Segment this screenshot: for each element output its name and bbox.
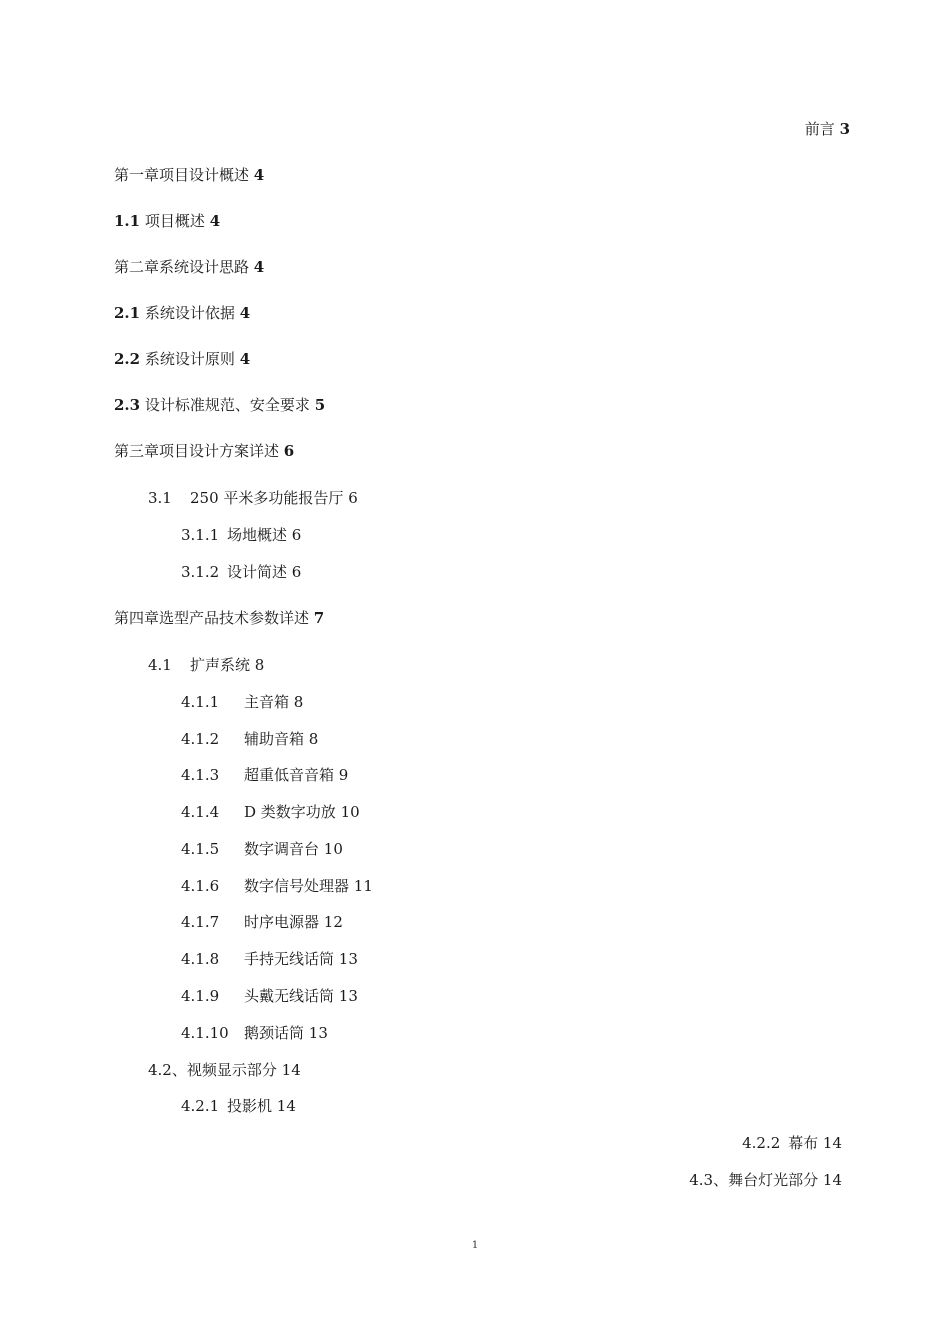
toc-section-number: 4.1.7 [181,913,220,931]
toc-page-number: 6 [291,526,302,544]
toc-entry-3-1-1[interactable] [181,525,301,545]
toc-entry-4-1-9[interactable] [181,986,358,1006]
toc-section-number: 4.1.5 [181,840,220,858]
toc-label: 系统设计原则 [144,350,235,368]
toc-entry-4-1-4[interactable] [181,802,360,822]
toc-label: 舞台灯光部分 [728,1171,819,1189]
toc-label: 项目概述 [144,212,205,230]
toc-page-number: 6 [283,442,295,460]
toc-label: 幕布 [788,1134,819,1152]
toc-page-number: 7 [313,609,325,627]
toc-page-number: 8 [293,693,304,711]
toc-entry-4-1[interactable] [148,655,264,675]
toc-entry-4-1-8[interactable] [181,949,358,969]
toc-entry-preface[interactable] [805,119,850,139]
toc-entry-2-3[interactable] [114,395,325,415]
toc-label: 扩声系统 [190,656,251,674]
toc-label: 第二章系统设计思路 [114,258,250,276]
toc-label: 第四章选型产品技术参数详述 [114,609,310,627]
toc-section-number: 4.1.4 [181,803,220,821]
toc-label: 视频显示部分 [186,1061,277,1079]
toc-label: D 类数字功放 [244,803,336,821]
toc-entry-4-1-6[interactable] [181,876,373,896]
toc-page-number: 8 [308,730,319,748]
toc-label: 手持无线话筒 [244,950,335,968]
toc-label: 投影机 [227,1097,273,1115]
toc-entry-4-1-3[interactable] [181,765,348,785]
toc-section-number: 2.2 [114,350,141,368]
toc-page-number: 10 [323,840,343,858]
footer-page-number: 1 [471,1240,479,1251]
toc-page-number: 4 [239,304,251,322]
toc-page-number: 6 [291,563,302,581]
toc-section-number: 3.1.2 [181,563,220,581]
toc-page-number: 6 [348,489,358,507]
toc-page-number: 14 [276,1097,296,1115]
toc-entry-4-2[interactable] [148,1060,301,1080]
toc-page-number: 14 [822,1134,842,1152]
toc-label: 时序电源器 [244,913,320,931]
toc-page-number: 4 [209,212,221,230]
toc-label: 前言 [804,120,835,138]
toc-label: 超重低音音箱 [244,766,335,784]
toc-section-number: 3.1.1 [181,526,220,544]
toc-entry-4-2-1[interactable] [181,1096,296,1116]
toc-entry-1-1[interactable] [114,211,220,231]
toc-label: 头戴无线话筒 [244,987,335,1005]
toc-label: 系统设计依据 [144,304,235,322]
toc-page-number: 5 [314,396,326,414]
toc-section-number: 4.1 [148,656,172,674]
toc-page-number: 14 [281,1061,301,1079]
toc-entry-3-1[interactable] [148,488,358,508]
toc-label: 第三章项目设计方案详述 [114,442,280,460]
toc-entry-4-1-10[interactable] [181,1023,328,1043]
toc-page-number: 10 [340,803,360,821]
toc-label: 鹅颈话筒 [244,1024,305,1042]
toc-page-number: 9 [338,766,349,784]
toc-entry-4-1-7[interactable] [181,912,343,932]
toc-page-number: 4 [239,350,251,368]
toc-page-number: 12 [323,913,343,931]
toc-section-number: 4.1.1 [181,693,220,711]
toc-page-number: 8 [254,656,265,674]
toc-section-number: 1.1 [114,212,141,230]
toc-page-number: 13 [338,950,358,968]
toc-section-number: 4.1.6 [181,877,220,895]
toc-entry-4-1-5[interactable] [181,839,343,859]
toc-entry-4-2-2[interactable] [742,1133,842,1153]
toc-entry-chapter-4[interactable] [114,608,324,628]
toc-section-number: 4.2.2 [742,1134,781,1152]
toc-section-number: 2.1 [114,304,141,322]
toc-page-number: 13 [308,1024,328,1042]
toc-section-number: 4.1.10 [181,1024,229,1042]
toc-entry-4-1-1[interactable] [181,692,303,712]
toc-section-number: 4.1.3 [181,766,220,784]
toc-section-number: 2.3 [114,396,141,414]
toc-page-number: 14 [822,1171,842,1189]
toc-page-number: 3 [839,120,850,138]
toc-label: 设计简述 [227,563,288,581]
toc-section-number: 4.1.8 [181,950,220,968]
toc-label: 设计标准规范、安全要求 [144,396,310,414]
toc-label: 主音箱 [244,693,290,711]
toc-section-number: 4.2.1 [181,1097,220,1115]
toc-label: 数字调音台 [244,840,320,858]
toc-section-number: 4.1.9 [181,987,220,1005]
toc-entry-chapter-3[interactable] [114,441,294,461]
toc-label: 第一章项目设计概述 [114,166,250,184]
toc-section-number: 4.2、 [148,1061,187,1079]
toc-page-number: 4 [253,258,265,276]
toc-label: 数字信号处理器 [244,877,350,895]
toc-page-number: 4 [253,166,265,184]
toc-entry-4-3[interactable] [689,1170,842,1190]
toc-entry-3-1-2[interactable] [181,562,301,582]
toc-entry-2-2[interactable] [114,349,250,369]
toc-entry-chapter-2[interactable] [114,257,264,277]
toc-section-number: 3.1 [148,489,172,507]
toc-entry-chapter-1[interactable] [114,165,264,185]
toc-page-number: 11 [353,877,373,895]
toc-section-number: 4.3、 [689,1171,729,1189]
toc-page-number: 13 [338,987,358,1005]
toc-section-number: 4.1.2 [181,730,220,748]
toc-entry-4-1-2[interactable] [181,729,318,749]
toc-label: 250 平米多功能报告厅 [190,489,344,507]
toc-entry-2-1[interactable] [114,303,250,323]
toc-label: 场地概述 [227,526,288,544]
toc-label: 辅助音箱 [244,730,305,748]
